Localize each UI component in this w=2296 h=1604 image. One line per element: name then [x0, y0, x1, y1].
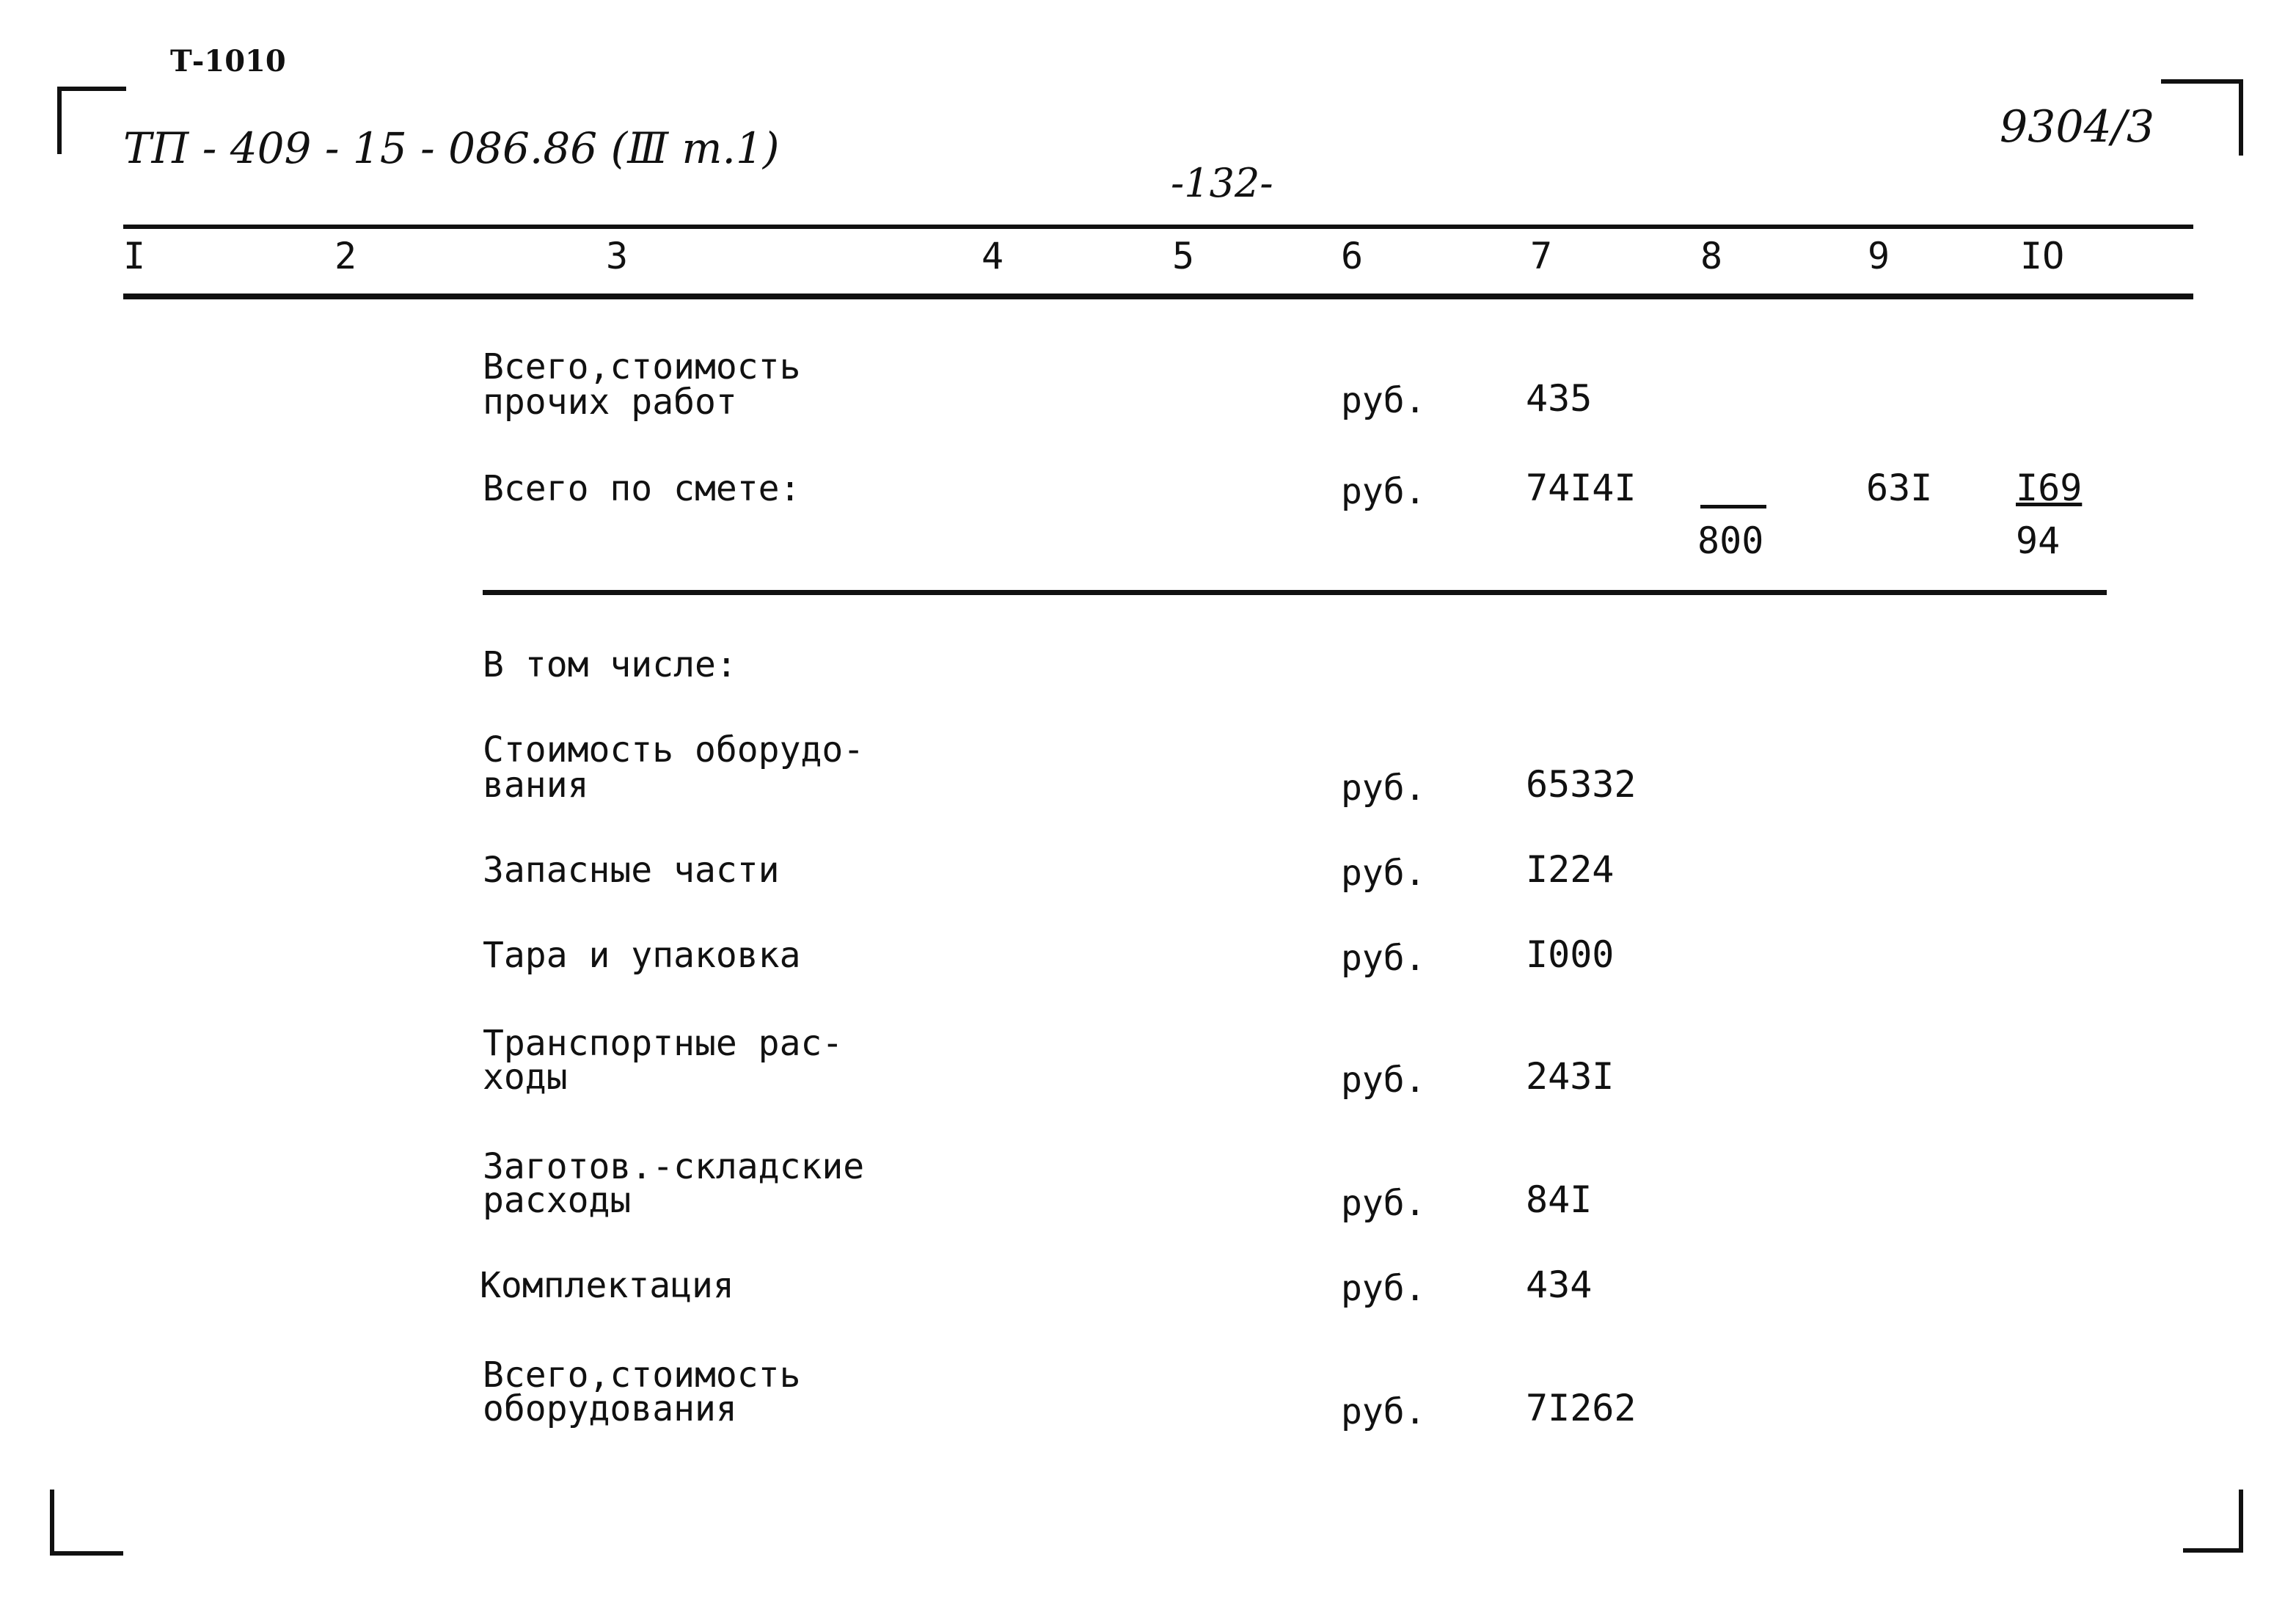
- corner-bracket-bottom-right-v: [2239, 1490, 2243, 1553]
- column-header-5: 5: [1172, 235, 1195, 277]
- row-equipment-unit: руб.: [1341, 768, 1426, 809]
- corner-bracket-top-right-h: [2161, 79, 2242, 84]
- row-procurement-col7: 84I: [1526, 1178, 1593, 1221]
- row-spare-parts-label: Запасные части: [483, 850, 780, 891]
- row-packaging-unit: руб.: [1341, 938, 1426, 979]
- column-header-10: IO: [2020, 235, 2065, 277]
- row-completion-unit: руб.: [1341, 1268, 1426, 1309]
- row-total-other-label-2: прочих работ: [483, 382, 737, 423]
- column-header-3: 3: [606, 235, 629, 277]
- column-header-4: 4: [981, 235, 1004, 277]
- sheet-number: 9304/3: [2000, 101, 2155, 153]
- row-transport-unit: руб.: [1341, 1060, 1426, 1101]
- row-spare-parts-col7: I224: [1526, 848, 1615, 891]
- column-header-2: 2: [334, 235, 357, 277]
- row-completion-label: Комплектация: [480, 1265, 734, 1306]
- row-completion-col7: 434: [1526, 1264, 1593, 1306]
- row-total-estimate-unit: руб.: [1341, 471, 1426, 512]
- row-total-estimate-col9: 63I: [1866, 467, 1933, 509]
- header-bottom-rule: [123, 294, 2193, 299]
- section-divider: [483, 590, 2107, 595]
- row-packaging-col7: I000: [1526, 933, 1615, 976]
- row-total-estimate-col8-blank-line: [1700, 505, 1766, 508]
- row-total-estimate-col8: 800: [1697, 520, 1764, 562]
- row-total-equipment-label-2: оборудования: [483, 1388, 737, 1429]
- header-top-rule: [123, 225, 2193, 229]
- row-equipment-label-1: Стоимость оборудо-: [483, 729, 865, 770]
- corner-bracket-top-left-h: [57, 87, 126, 91]
- corner-bracket-bottom-right-h: [2183, 1548, 2243, 1553]
- row-total-estimate-col10-bottom: 94: [2016, 520, 2061, 562]
- row-equipment-col7: 65332: [1526, 763, 1637, 806]
- row-total-equipment-col7: 7I262: [1526, 1387, 1637, 1429]
- project-designation: ТП - 409 - 15 - 086.86 (Ⅲ т.1): [123, 123, 780, 173]
- row-transport-col7: 243I: [1526, 1055, 1615, 1098]
- row-total-estimate-col7: 74I4I: [1526, 467, 1637, 509]
- row-total-estimate-col10-top: I69: [2016, 467, 2083, 509]
- corner-bracket-top-right-v: [2239, 79, 2243, 156]
- column-header-6: 6: [1341, 235, 1364, 277]
- column-header-9: 9: [1868, 235, 1890, 277]
- corner-bracket-bottom-left-v: [50, 1490, 54, 1554]
- row-equipment-label-2: вания: [483, 765, 589, 806]
- row-total-equipment-label-1: Всего,стоимость: [483, 1355, 801, 1396]
- column-header-7: 7: [1530, 235, 1553, 277]
- row-transport-label-1: Транспортные рас-: [483, 1023, 844, 1064]
- row-total-other-col7: 435: [1526, 377, 1593, 420]
- page-number: -132-: [1171, 160, 1273, 206]
- including-heading: В том числе:: [483, 644, 737, 685]
- row-procurement-label-2: расходы: [483, 1180, 632, 1221]
- column-header-8: 8: [1700, 235, 1723, 277]
- row-procurement-label-1: Заготов.-складские: [483, 1146, 865, 1187]
- row-procurement-unit: руб.: [1341, 1183, 1426, 1224]
- row-total-other-label-1: Всего,стоимость: [483, 346, 801, 387]
- row-total-estimate-label: Всего по смете:: [483, 468, 801, 509]
- row-packaging-label: Тара и упаковка: [483, 935, 801, 976]
- row-spare-parts-unit: руб.: [1341, 853, 1426, 894]
- corner-bracket-top-left-v: [57, 87, 62, 154]
- row-transport-label-2: ходы: [483, 1057, 568, 1098]
- column-header-1: I: [123, 235, 146, 277]
- document-code: Т-1010: [170, 44, 286, 79]
- row-total-equipment-unit: руб.: [1341, 1391, 1426, 1432]
- corner-bracket-bottom-left-h: [50, 1551, 123, 1556]
- row-total-other-unit: руб.: [1341, 380, 1426, 421]
